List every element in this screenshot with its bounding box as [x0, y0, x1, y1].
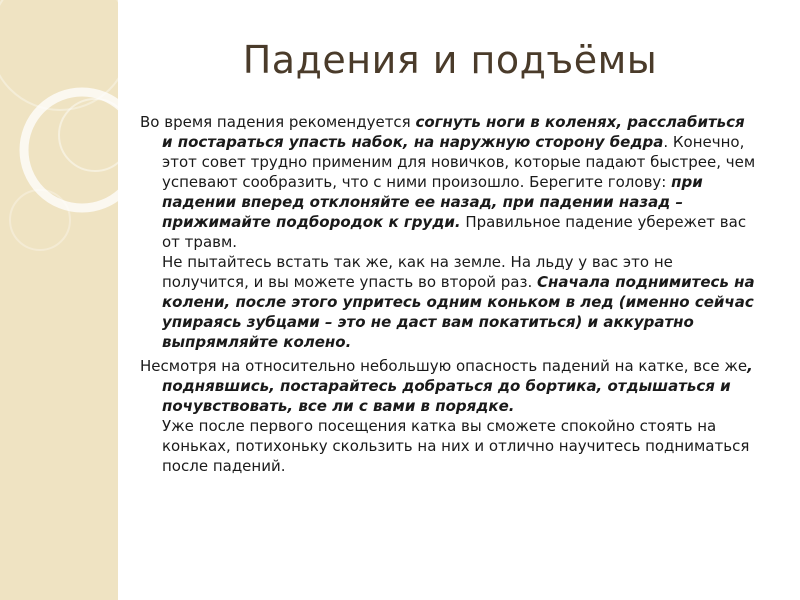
- p1-text-2: . Конечно, этот совет трудно применим для новичков, которые падают быстрее, чем успевают сообразить, что с ними произошло. Берегите голову:: [162, 133, 756, 191]
- decorative-rings-icon: [0, 0, 118, 600]
- slide-title: Падения и подъёмы: [242, 38, 658, 82]
- p1-text-3: Правильное падение убережет вас от травм.: [162, 213, 747, 251]
- paragraph-1-continuation: [162, 252, 760, 352]
- p1c-emphasis-1: Сначала поднимитесь на колени, после этого упритесь одним коньком в лед (именно сейчас упираясь зубцами – это не даст вам покатиться) и аккуратно выпрямляйте колено.: [162, 273, 755, 351]
- p2-emphasis-1: , поднявшись, постарайтесь добраться до бортика, отдышаться и почувствовать, все ли с вами в порядке.: [162, 357, 753, 415]
- paragraph-1: [140, 112, 760, 352]
- decorative-side-strip: [0, 0, 118, 600]
- p1c-text-1: Не пытайтесь встать так же, как на земле. На льду у вас это не получится, и вы можете упасть во второй раз.: [162, 253, 673, 291]
- paragraph-2-continuation: Уже после первого посещения катка вы сможете спокойно стоять на коньках, потихоньку скользить на них и отлично научитесь подниматься после падений.: [162, 417, 750, 475]
- p1-emphasis-2: при падении вперед отклоняйте ее назад, при падении назад – прижимайте подбородок к груди.: [162, 173, 703, 231]
- p1-emphasis-1: согнуть ноги в коленях, расслабиться и постараться упасть набок, на наружную сторону бедра: [162, 113, 745, 151]
- paragraph-2: [140, 356, 760, 476]
- p2-text-1: Несмотря на относительно небольшую опасность падений на катке, все же: [140, 357, 748, 375]
- slide-body: [140, 112, 760, 480]
- p1-text-1: Во время падения рекомендуется: [140, 113, 416, 131]
